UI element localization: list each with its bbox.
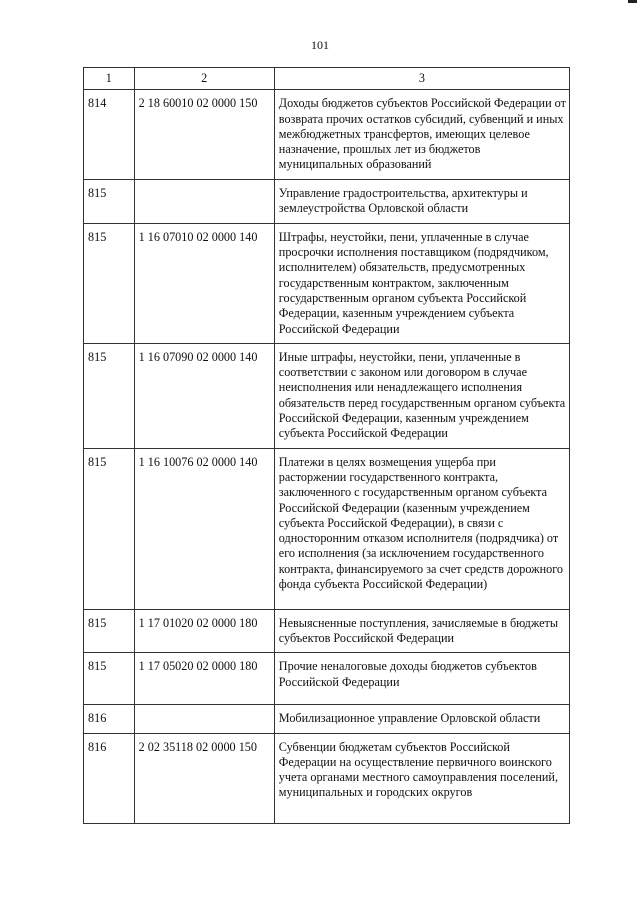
scan-corner-mark (628, 0, 637, 3)
table-row (84, 448, 570, 609)
row-description: Штрафы, неустойки, пени, уплаченные в случае просрочки исполнения поставщиком (подрядчиком, исполнителем) обязательств, предусмотренных государственным контрактом, заключенным государственным органом субъекта Российской Федерации, казенным учреждением субъекта Российской Федерации (274, 223, 569, 343)
table-row (84, 179, 570, 223)
row-description: Управление градостроительства, архитектуры и землеустройства Орловской области (274, 179, 569, 223)
kbk-code: 2 18 60010 02 0000 150 (134, 90, 274, 179)
table-row (84, 90, 570, 179)
row-description: Мобилизационное управление Орловской области (274, 705, 569, 733)
page-number: 101 (311, 38, 329, 52)
admin-code: 816 (84, 733, 135, 823)
row-description: Доходы бюджетов субъектов Российской Федерации от возврата прочих остатков субсидий, субвенций и иных межбюджетных трансфертов, имеющих целевое назначение, прошлых лет из бюджетов муниципальных образований (274, 90, 569, 179)
admin-code: 815 (84, 223, 135, 343)
kbk-code: 2 02 35118 02 0000 150 (134, 733, 274, 823)
table-row (84, 705, 570, 733)
admin-code: 815 (84, 343, 135, 448)
budget-code-table (83, 67, 570, 824)
table-row (84, 653, 570, 705)
header-col-3: 3 (274, 68, 569, 90)
kbk-code: 1 17 01020 02 0000 180 (134, 609, 274, 653)
table-row (84, 733, 570, 823)
admin-code: 815 (84, 609, 135, 653)
row-description: Платежи в целях возмещения ущерба при расторжении государственного контракта, заключенного с государственным органом субъекта Российской Федерации (казенным учреждением субъекта Российской Федерации), в связи с односторонним отказом исполнителя (подрядчика) от его исполнения (за исключением государственного контракта, финансируемого за счет средств дорожного фонда субъекта Российской Федерации) (274, 448, 569, 609)
header-col-1: 1 (84, 68, 135, 90)
kbk-code: 1 16 10076 02 0000 140 (134, 448, 274, 609)
table-row (84, 609, 570, 653)
kbk-code (134, 705, 274, 733)
header-col-2: 2 (134, 68, 274, 90)
row-description: Невыясненные поступления, зачисляемые в бюджеты субъектов Российской Федерации (274, 609, 569, 653)
admin-code: 816 (84, 705, 135, 733)
table-row (84, 343, 570, 448)
row-description: Субвенции бюджетам субъектов Российской Федерации на осуществление первичного воинского учета органами местного самоуправления поселений, муниципальных и городских округов (274, 733, 569, 823)
admin-code: 815 (84, 448, 135, 609)
table-header-row (84, 68, 570, 90)
kbk-code: 1 16 07090 02 0000 140 (134, 343, 274, 448)
kbk-code: 1 16 07010 02 0000 140 (134, 223, 274, 343)
table-row (84, 223, 570, 343)
admin-code: 815 (84, 653, 135, 705)
row-description: Иные штрафы, неустойки, пени, уплаченные в соответствии с законом или договором в случае неисполнения или ненадлежащего исполнения обязательств перед государственным органом субъекта Российской Федерации, казенным учреждением субъекта Российской Федерации (274, 343, 569, 448)
admin-code: 815 (84, 179, 135, 223)
kbk-code: 1 17 05020 02 0000 180 (134, 653, 274, 705)
admin-code: 814 (84, 90, 135, 179)
kbk-code (134, 179, 274, 223)
row-description: Прочие неналоговые доходы бюджетов субъектов Российской Федерации (274, 653, 569, 705)
